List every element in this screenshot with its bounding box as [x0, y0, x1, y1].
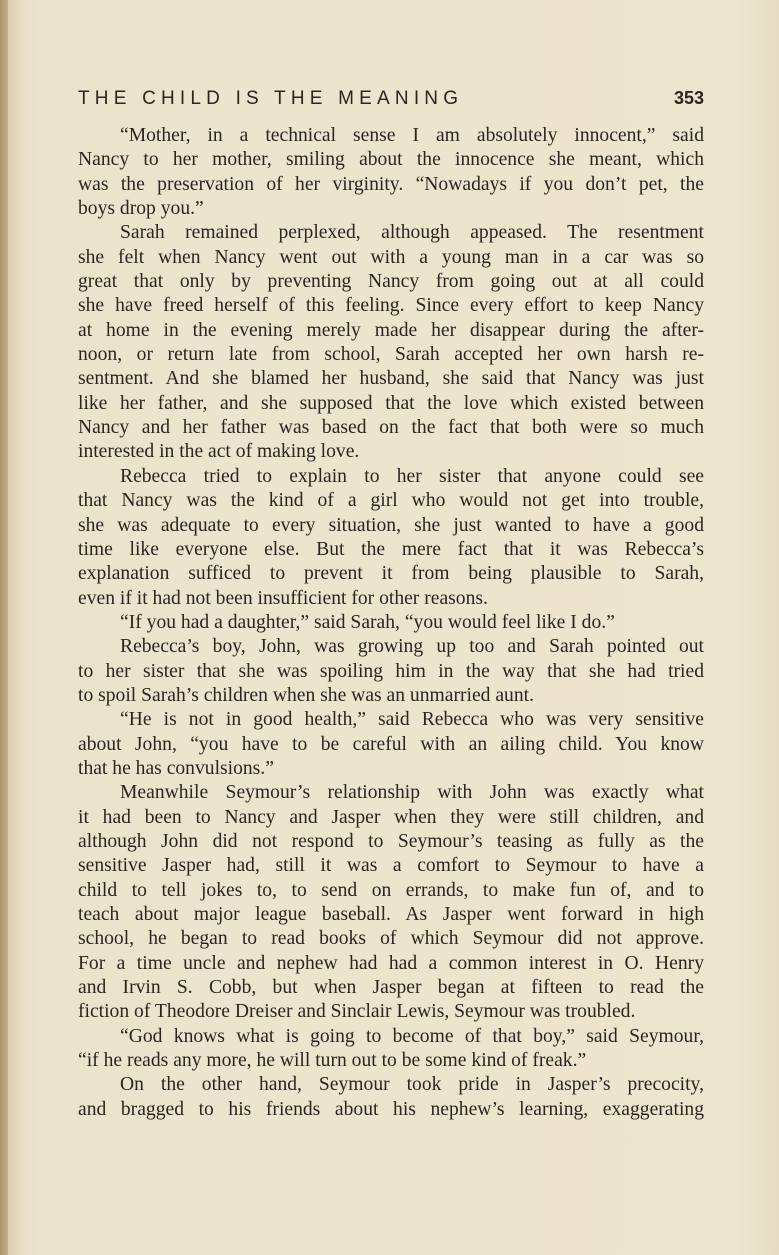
text-line: “if he reads any more, he will turn out to be some kind of freak.”	[78, 1050, 587, 1072]
body-text	[78, 124, 704, 1122]
text-line: Meanwhile Seymour’s relationship with John was exactly what	[120, 782, 704, 804]
text-line: school, he began to read books of which Seymour did not approve.	[78, 928, 704, 950]
text-line: Rebecca’s boy, John, was growing up too and Sarah pointed out	[120, 636, 704, 658]
text-line: “Mother, in a technical sense I am absolutely innocent,” said	[120, 125, 704, 146]
text-line: that Nancy was the kind of a girl who would not get into trouble,	[78, 490, 704, 512]
text-line: time like everyone else. But the mere fact that it was Rebecca’s	[78, 538, 704, 560]
text-line: sensitive Jasper had, still it was a comfort to Seymour to have a	[78, 855, 704, 877]
text-line: fiction of Theodore Dreiser and Sinclair Lewis, Seymour was troubled.	[78, 1001, 636, 1023]
text-line: interested in the act of making love.	[78, 441, 360, 463]
page-number: 353	[673, 88, 704, 108]
text-line: Rebecca tried to explain to her sister that anyone could see	[120, 465, 704, 487]
text-line: and bragged to his friends about his nephew’s learning, exaggerating	[78, 1098, 704, 1120]
text-line: On the other hand, Seymour took pride in Jasper’s precocity,	[120, 1074, 704, 1096]
text-line: great that only by preventing Nancy from going out at all could	[78, 271, 704, 293]
text-line: and Irvin S. Cobb, but when Jasper began at fifteen to read the	[78, 977, 704, 999]
text-line: was the preservation of her virginity. “Nowadays if you don’t pet, the	[78, 173, 704, 195]
running-title: THE CHILD IS THE MEANING	[78, 88, 464, 109]
running-head	[78, 88, 704, 114]
text-line: even if it had not been insufficient for other reasons.	[78, 587, 488, 609]
text-line: to her sister that she was spoiling him in the way that she had tried	[78, 660, 704, 682]
text-line: For a time uncle and nephew had had a common interest in O. Henry	[78, 952, 704, 974]
text-line: noon, or return late from school, Sarah accepted her own harsh re-	[78, 344, 704, 366]
text-line: Nancy to her mother, smiling about the innocence she meant, which	[78, 149, 704, 171]
text-line: like her father, and she supposed that the love which existed between	[78, 392, 704, 414]
text-line: at home in the evening merely made her disappear during the after-	[78, 319, 704, 341]
text-line: teach about major league baseball. As Jasper went forward in high	[78, 904, 704, 925]
text-line: she felt when Nancy went out with a young man in a car was so	[78, 246, 704, 268]
page-spine-shadow	[0, 0, 8, 1255]
text-line: although John did not respond to Seymour’s teasing as fully as the	[78, 830, 704, 852]
text-line: Nancy and her father was based on the fact that both were so much	[78, 417, 704, 439]
text-line: it had been to Nancy and Jasper when they were still children, and	[78, 806, 704, 828]
text-line: she was adequate to every situation, she just wanted to have a good	[78, 514, 704, 536]
text-line: sentment. And she blamed her husband, she said that Nancy was just	[78, 368, 704, 390]
text-line: “God knows what is going to become of that boy,” said Seymour,	[120, 1025, 704, 1047]
text-line: explanation sufficed to prevent it from being plausible to Sarah,	[78, 563, 704, 585]
text-line: Sarah remained perplexed, although appeased. The resentment	[120, 222, 704, 244]
text-line: that he has convulsions.”	[78, 757, 274, 779]
text-line: boys drop you.”	[78, 198, 204, 220]
text-line: to spoil Sarah’s children when she was an unmarried aunt.	[78, 684, 534, 706]
text-line: child to tell jokes to, to send on errands, to make fun of, and to	[78, 879, 704, 901]
text-line: about John, “you have to be careful with an ailing child. You know	[78, 733, 704, 755]
text-line: she have freed herself of this feeling. Since every effort to keep Nancy	[78, 295, 704, 317]
text-line: “He is not in good health,” said Rebecca who was very sensitive	[120, 709, 704, 731]
text-line: “If you had a daughter,” said Sarah, “you would feel like I do.”	[120, 611, 615, 633]
